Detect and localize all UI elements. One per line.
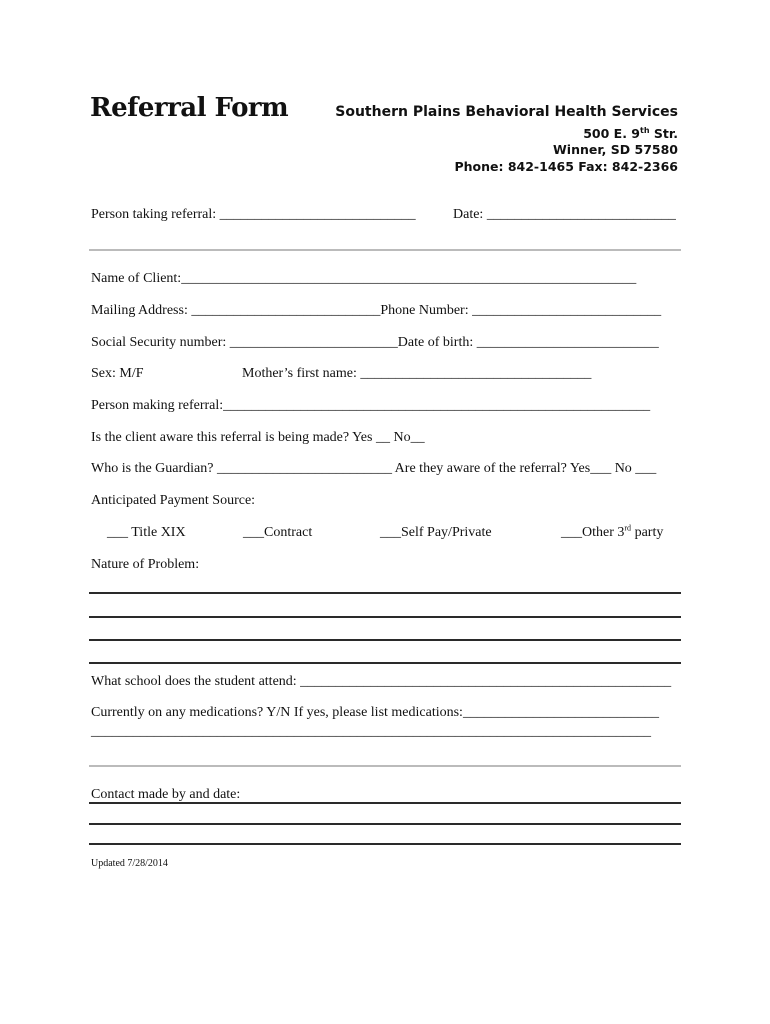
school-field[interactable]: What school does the student attend: _____________________________________________________: [91, 674, 672, 689]
address-superscript: th: [640, 125, 650, 135]
problem-line-3[interactable]: [89, 639, 681, 641]
problem-line-4[interactable]: [89, 662, 681, 664]
other-party-suffix: party: [631, 525, 664, 540]
medications-field[interactable]: Currently on any medications? Y/N If yes, please list medications:____________________________: [91, 705, 659, 720]
contact-line-1[interactable]: [89, 802, 681, 804]
payment-option-contract[interactable]: ___Contract: [243, 525, 313, 540]
client-aware-field[interactable]: Is the client aware this referral is being made? Yes __ No__: [91, 430, 425, 445]
address-text: 500 E. 9: [583, 126, 640, 141]
payment-option-other-third-party[interactable]: [561, 525, 663, 541]
ssn-dob-field[interactable]: Social Security number: ________________________Date of birth: __________________________: [91, 335, 659, 350]
updated-date: Updated 7/28/2014: [91, 858, 168, 869]
other-party-superscript: rd: [624, 523, 632, 533]
payment-option-title-xix[interactable]: ___ Title XIX: [107, 525, 186, 540]
payment-source-label: Anticipated Payment Source:: [91, 493, 256, 508]
contact-line-3[interactable]: [89, 843, 681, 845]
sex-field[interactable]: Sex: M/F: [91, 366, 144, 381]
organization-address: [583, 126, 678, 141]
medications-continuation-line[interactable]: ________________________________________________________________________________: [91, 724, 651, 739]
client-name-field[interactable]: Name of Client:_________________________________________________________________: [91, 271, 637, 286]
form-title: Referral Form: [90, 93, 289, 123]
organization-phone-fax: Phone: 842-1465 Fax: 842-2366: [454, 159, 678, 174]
nature-of-problem-label: Nature of Problem:: [91, 557, 200, 572]
contact-line-2[interactable]: [89, 823, 681, 825]
date-field[interactable]: Date: ___________________________: [453, 207, 676, 222]
organization-city: Winner, SD 57580: [553, 142, 678, 157]
section-divider: [89, 249, 681, 251]
person-making-referral-field[interactable]: Person making referral:_____________________________________________________________: [91, 398, 651, 413]
address-suffix: Str.: [649, 126, 678, 141]
mothers-first-name-field[interactable]: Mother’s first name: _________________________________: [242, 366, 592, 381]
problem-line-1[interactable]: [89, 592, 681, 594]
payment-option-self-pay[interactable]: ___Self Pay/Private: [380, 525, 492, 540]
section-divider-2: [89, 765, 681, 767]
mailing-address-phone-field[interactable]: Mailing Address: ___________________________Phone Number: ___________________________: [91, 303, 662, 318]
organization-name: Southern Plains Behavioral Health Services: [335, 104, 678, 120]
person-taking-referral-field[interactable]: Person taking referral: ____________________________: [91, 207, 416, 222]
contact-made-label: Contact made by and date:: [91, 787, 241, 802]
other-party-text: ___Other 3: [561, 525, 625, 540]
guardian-field[interactable]: Who is the Guardian? _________________________ Are they aware of the referral? Yes___ No ___: [91, 461, 657, 476]
problem-line-2[interactable]: [89, 616, 681, 618]
